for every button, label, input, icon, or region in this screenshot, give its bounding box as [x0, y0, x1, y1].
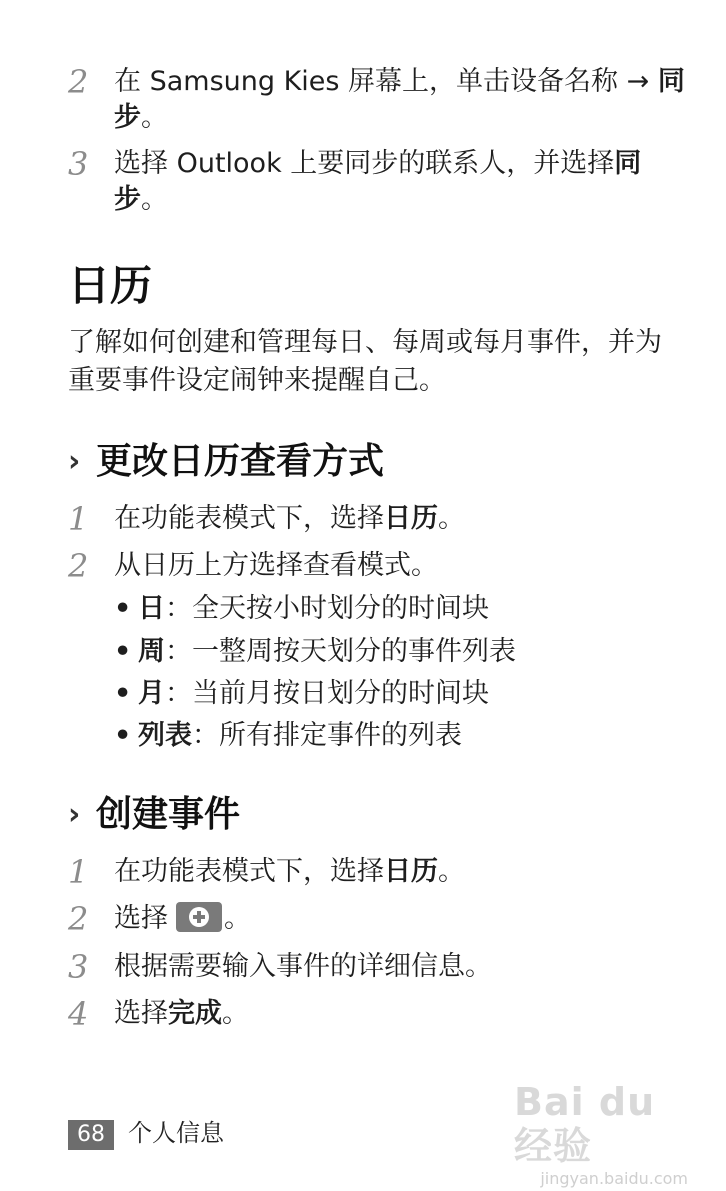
subsection-heading	[68, 438, 384, 486]
step-text	[114, 501, 686, 537]
bullet-dot: •	[114, 678, 132, 709]
step-text	[114, 146, 686, 218]
add-icon	[176, 902, 222, 932]
step-text	[114, 996, 686, 1032]
step-text-part: 在功能表模式下，选择	[114, 856, 384, 887]
plus-icon	[189, 907, 209, 927]
step-text-part: 。	[224, 903, 251, 934]
chevron-right-icon: ›	[68, 797, 81, 832]
list-item	[114, 591, 489, 627]
step-text-part: 在 Samsung Kies 屏幕上，单击设备名称 →	[114, 66, 658, 97]
menu-term: 日历	[384, 856, 438, 887]
view-mode-term: 日	[138, 593, 165, 624]
list-item	[114, 634, 516, 670]
step-item	[68, 501, 686, 537]
bullet-dot: •	[114, 636, 132, 667]
step-item	[68, 548, 686, 584]
list-item	[114, 718, 462, 754]
step-text-part: 根据需要输入事件的详细信息。	[114, 951, 492, 982]
step-item	[68, 146, 686, 218]
bullet-dot: •	[114, 720, 132, 751]
view-mode-desc: ：当前月按日划分的时间块	[165, 678, 489, 709]
step-text-part: 。	[222, 998, 249, 1029]
view-mode-desc: ：所有排定事件的列表	[192, 720, 462, 751]
chevron-right-icon: ›	[68, 444, 81, 479]
baidu-watermark	[514, 1080, 694, 1188]
step-item	[68, 854, 686, 890]
step-number: 2	[68, 63, 89, 101]
step-text-part: 从日历上方选择查看模式。	[114, 550, 438, 581]
page-number: 68	[68, 1120, 114, 1150]
step-text	[114, 949, 686, 985]
subsection-title: 更改日历查看方式	[96, 441, 385, 482]
subsection-heading	[68, 791, 240, 839]
menu-term: 日历	[384, 503, 438, 534]
step-text-part: 。	[438, 503, 465, 534]
list-item	[114, 676, 489, 712]
step-number: 1	[68, 500, 89, 538]
menu-term: 同步	[114, 148, 642, 215]
step-item	[68, 949, 686, 985]
step-text	[114, 64, 686, 136]
view-mode-term: 周	[138, 636, 165, 667]
step-item	[68, 996, 686, 1032]
section-title: 日历	[68, 261, 153, 310]
step-text	[114, 854, 686, 890]
view-mode-term: 月	[138, 678, 165, 709]
step-number: 3	[68, 948, 89, 986]
watermark-url: jingyan.baidu.com	[540, 1169, 688, 1188]
step-item	[68, 64, 686, 136]
footer-section-name: 个人信息	[128, 1119, 224, 1147]
step-text-part: 选择 Outlook 上要同步的联系人，并选择	[114, 148, 615, 179]
step-number: 1	[68, 853, 89, 891]
menu-term: 完成	[168, 998, 222, 1029]
step-text	[114, 901, 686, 937]
view-mode-desc: ：一整周按天划分的事件列表	[165, 636, 516, 667]
section-intro: 了解如何创建和管理每日、每周或每月事件，并为重要事件设定闹钟来提醒自己。	[68, 327, 662, 396]
step-number: 2	[68, 547, 89, 585]
step-number: 2	[68, 900, 89, 938]
subsection-title: 创建事件	[96, 794, 241, 835]
menu-term: 同步	[114, 66, 685, 133]
step-text-part: 。	[141, 184, 168, 215]
watermark-logo: Bai du 经验	[514, 1080, 656, 1168]
step-text	[114, 548, 686, 584]
page-footer	[68, 1118, 224, 1150]
step-text-part: 在功能表模式下，选择	[114, 503, 384, 534]
step-text-part: 选择	[114, 998, 168, 1029]
step-text-part: 。	[438, 856, 465, 887]
bullet-dot: •	[114, 593, 132, 624]
step-text-part: 选择	[114, 903, 168, 934]
step-number: 3	[68, 145, 89, 183]
view-mode-term: 列表	[138, 720, 192, 751]
step-number: 4	[68, 995, 89, 1033]
step-item	[68, 901, 686, 937]
step-text-part: 。	[141, 102, 168, 133]
view-mode-desc: ：全天按小时划分的时间块	[165, 593, 489, 624]
